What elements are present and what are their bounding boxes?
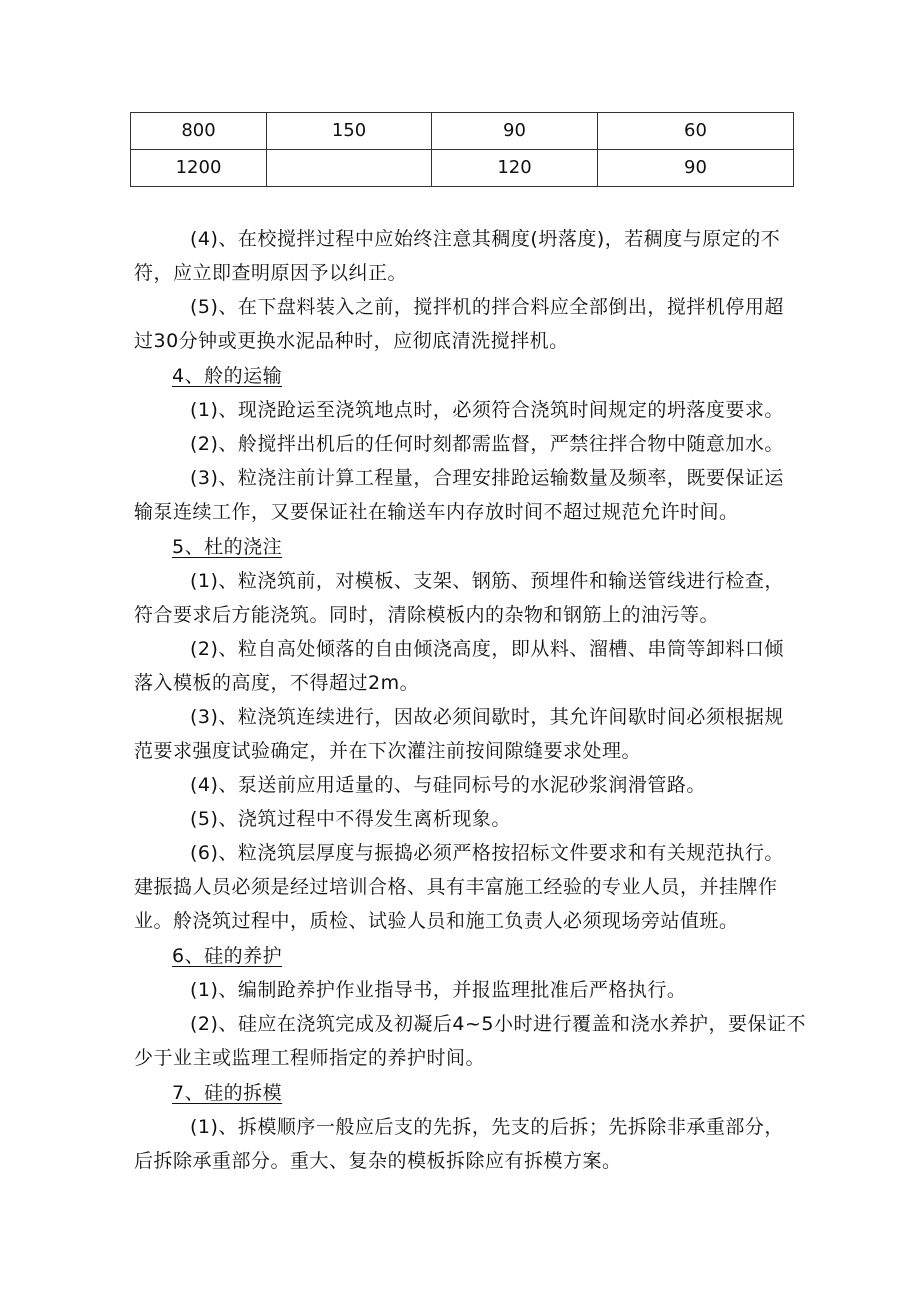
table-cell: 800 (131, 113, 267, 150)
paragraph-line: 后拆除承重部分。重大、复杂的模板拆除应有拆模方案。 (134, 1150, 622, 1172)
paragraph-line: (5)、在下盘料装入之前，搅拌机的拌合料应全部倒出，搅拌机停用超 (190, 296, 784, 318)
paragraph-line: 范要求强度试验确定，并在下次灌注前按间隙缝要求处理。 (134, 740, 642, 762)
section-heading: 6、硅的养护 (172, 945, 283, 967)
section-heading: 5、杜的浇注 (172, 536, 283, 558)
paragraph-line: (2)、粒自高处倾落的自由倾浇高度，即从料、溜槽、串筒等卸料口倾 (190, 638, 784, 660)
paragraph-line: (6)、粒浇筑层厚度与振捣必须严格按招标文件要求和有关规范执行。 (190, 842, 784, 864)
paragraph-line: (4)、泵送前应用适量的、与硅同标号的水泥砂浆润滑管路。 (190, 774, 706, 796)
paragraph-line: 业。舲浇筑过程中，质检、试验人员和施工负责人必须现场旁站值班。 (134, 910, 739, 932)
paragraph-line: (1)、粒浇筑前，对模板、支架、钢筋、预埋件和输送管线进行检查， (190, 570, 784, 592)
table-cell: 120 (432, 150, 598, 187)
table-row (131, 113, 794, 150)
table-cell: 60 (598, 113, 794, 150)
paragraph-line: (3)、粒浇筑连续进行，因故必须间歇时，其允许间歇时间必须根据规 (190, 706, 784, 728)
paragraph-line: (2)、硅应在浇筑完成及初凝后4~5小时进行覆盖和浇水养护，要保证不 (190, 1013, 807, 1035)
paragraph-line: (1)、现浇跄运至浇筑地点时，必须符合浇筑时间规定的坍落度要求。 (190, 399, 784, 421)
paragraph-line: 符合要求后方能浇筑。同时，清除模板内的杂物和钢筋上的油污等。 (134, 604, 720, 626)
paragraph-line: (3)、粒浇注前计算工程量，合理安排跄运输数量及频率，既要保证运 (190, 467, 784, 489)
table-cell: 150 (267, 113, 432, 150)
data-table (130, 112, 794, 187)
section-heading: 7、硅的拆模 (172, 1082, 283, 1104)
paragraph-line: (4)、在校搅拌过程中应始终注意其稠度(坍落度)，若稠度与原定的不 (190, 228, 781, 250)
paragraph-line: 少于业主或监理工程师指定的养护时间。 (134, 1047, 486, 1069)
table-cell: 90 (598, 150, 794, 187)
paragraph-line: (1)、编制跄养护作业指导书，并报监理批准后严格执行。 (190, 979, 687, 1001)
section-heading: 4、舲的运输 (172, 365, 283, 387)
paragraph-line: (1)、拆模顺序一般应后支的先拆，先支的后拆；先拆除非承重部分， (190, 1116, 784, 1138)
table-cell: 90 (432, 113, 598, 150)
table-cell (267, 150, 432, 187)
paragraph-line: 落入模板的高度，不得超过2m。 (134, 672, 420, 694)
paragraph-line: 符，应立即查明原因予以纠正。 (134, 262, 408, 284)
paragraph-line: (5)、浇筑过程中不得发生离析现象。 (190, 808, 511, 830)
paragraph-line: 建振捣人员必须是经过培训合格、具有丰富施工经验的专业人员，并挂牌作 (134, 876, 778, 898)
paragraph-line: 过30分钟或更换水泥品种时，应彻底清洗搅拌机。 (134, 330, 569, 352)
table-cell: 1200 (131, 150, 267, 187)
paragraph-line: (2)、舲搅拌出机后的任何时刻都需监督，严禁往拌合物中随意加水。 (190, 433, 784, 455)
table-row (131, 150, 794, 187)
paragraph-line: 输泵连续工作，又要保证社在输送车内存放时间不超过规范允许时间。 (134, 501, 739, 523)
